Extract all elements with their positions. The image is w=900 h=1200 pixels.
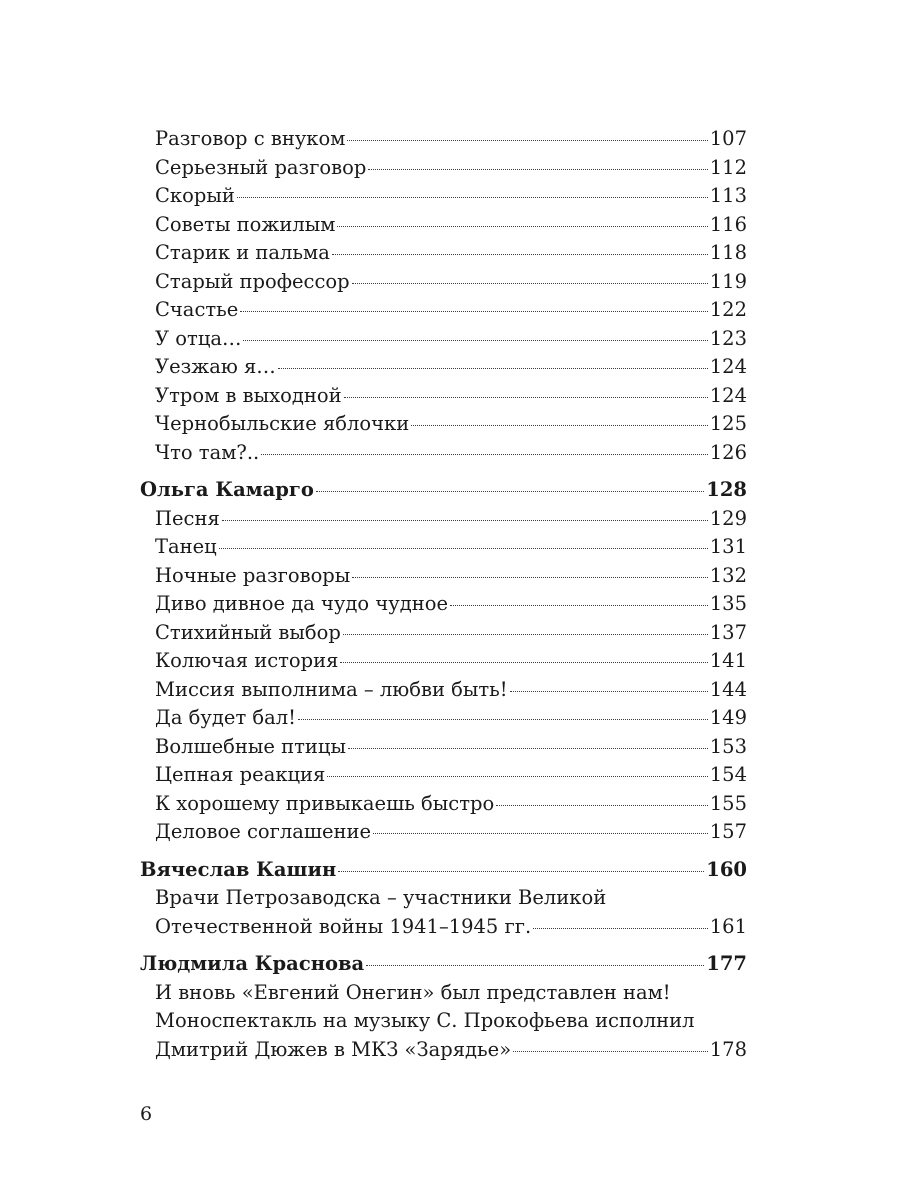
dot-leader — [347, 140, 707, 141]
dot-leader — [352, 283, 708, 284]
toc-entry — [140, 619, 747, 648]
toc-entry-page: 153 — [709, 734, 747, 758]
toc-entry-page: 118 — [709, 241, 747, 264]
toc-entry-page: 131 — [709, 535, 747, 558]
toc-entry-title: Волшебные птицы — [155, 734, 346, 758]
toc-entry — [140, 590, 747, 619]
toc-entry-page: 132 — [709, 563, 747, 587]
toc-entry-title-line: Моноспектакль на музыку С. Прокофьева исполнил — [155, 1009, 695, 1032]
toc-entry-page: 122 — [709, 298, 747, 321]
dot-leader — [510, 691, 708, 692]
toc-entry — [140, 353, 747, 382]
toc-entry — [140, 182, 747, 211]
toc-entry-page: 155 — [709, 791, 747, 815]
dot-leader — [327, 776, 707, 777]
toc-entry-title: Советы пожилым — [155, 212, 336, 236]
dot-leader — [219, 548, 708, 549]
toc-entry-page: 137 — [709, 620, 747, 644]
toc-entry-page: 157 — [709, 820, 747, 843]
toc-entry — [140, 211, 747, 240]
toc-entry-page: 119 — [709, 269, 747, 293]
toc-entry-title: Отечественной войны 1941–1945 гг. — [155, 914, 532, 938]
dot-leader — [450, 605, 708, 606]
toc-entry — [140, 647, 747, 676]
toc-entry — [140, 239, 747, 268]
toc-entry-title: Колючая история — [155, 649, 339, 672]
dot-leader — [344, 397, 708, 398]
dot-leader — [343, 634, 708, 635]
dot-leader — [243, 340, 707, 341]
toc-entry-title: Да будет бал! — [155, 706, 297, 729]
toc-entry-title: Миссия выполнима – любви быть! — [155, 677, 508, 701]
dot-leader — [316, 491, 704, 492]
toc-entry-line — [140, 884, 747, 913]
toc-author-krasnova — [140, 950, 747, 979]
toc-author-kamargo — [140, 476, 747, 505]
toc-entry-title: Стихийный выбор — [155, 620, 341, 644]
toc-entry-page: 144 — [709, 677, 747, 701]
dot-leader — [222, 520, 708, 521]
toc-entry-page: 116 — [709, 212, 747, 236]
dot-leader — [352, 577, 707, 578]
toc-entry — [140, 439, 747, 468]
dot-leader — [261, 454, 708, 455]
toc-entry-title: Разговор с внуком — [155, 127, 346, 150]
dot-leader — [373, 833, 708, 834]
toc-entry-title: Скорый — [155, 184, 235, 207]
dot-leader — [496, 805, 708, 806]
dot-leader — [366, 965, 704, 966]
toc-entry — [140, 325, 747, 354]
table-of-contents — [140, 125, 747, 1064]
toc-author-name: Вячеслав Кашин — [140, 857, 337, 881]
dot-leader — [337, 226, 707, 227]
toc-entry-page: 161 — [709, 914, 747, 938]
toc-entry — [140, 913, 747, 942]
toc-entry-title: Ночные разговоры — [155, 563, 351, 587]
toc-entry-title: Счастье — [155, 298, 239, 321]
toc-entry-title: Цепная реакция — [155, 763, 326, 786]
dot-leader — [298, 719, 708, 720]
toc-entry-title-line: Врачи Петрозаводска – участники Великой — [155, 886, 607, 909]
dot-leader — [278, 368, 708, 369]
toc-entry-title: Чернобыльские яблочки — [155, 412, 410, 435]
toc-entry-page: 123 — [709, 326, 747, 350]
toc-entry-title-line: И вновь «Евгений Онегин» был представлен нам! — [155, 980, 671, 1004]
toc-entry-title: Старый профессор — [155, 269, 350, 293]
toc-entry-title: У отца… — [155, 326, 242, 350]
dot-leader — [340, 662, 707, 663]
toc-entry — [140, 410, 747, 439]
toc-entry-title: Деловое соглашение — [155, 820, 372, 843]
dot-leader — [348, 748, 708, 749]
toc-entry — [140, 676, 747, 705]
dot-leader — [338, 871, 704, 872]
toc-author-name: Людмила Краснова — [140, 952, 365, 975]
toc-author-name: Ольга Камарго — [140, 478, 314, 501]
toc-entry-line — [140, 979, 747, 1008]
toc-entry — [140, 790, 747, 819]
toc-author-page: 177 — [706, 952, 747, 975]
toc-entry-title: Диво дивное да чудо чудное — [155, 592, 449, 615]
dot-leader — [533, 928, 708, 929]
toc-entry — [140, 382, 747, 411]
toc-entry — [140, 296, 747, 325]
toc-author-page: 160 — [706, 857, 747, 881]
toc-entry — [140, 1036, 747, 1065]
dot-leader — [368, 169, 707, 170]
toc-entry-title: Утром в выходной — [155, 383, 342, 407]
toc-entry — [140, 761, 747, 790]
toc-entry — [140, 125, 747, 154]
toc-entry-title: Старик и пальма — [155, 241, 330, 264]
toc-entry — [140, 268, 747, 297]
toc-entry-page: 178 — [709, 1037, 747, 1061]
toc-entry-title: Уезжаю я… — [155, 355, 276, 378]
toc-author-page: 128 — [706, 478, 747, 501]
toc-author-kashin — [140, 856, 747, 885]
toc-entry-page: 141 — [709, 649, 747, 672]
toc-entry — [140, 733, 747, 762]
toc-entry-title: Серьезный разговор — [155, 155, 367, 179]
toc-entry-page: 149 — [709, 706, 747, 729]
toc-entry — [140, 533, 747, 562]
dot-leader — [237, 197, 708, 198]
page-number: 6 — [140, 1103, 153, 1125]
toc-entry — [140, 818, 747, 847]
toc-entry — [140, 704, 747, 733]
dot-leader — [332, 254, 708, 255]
toc-entry-title: К хорошему привыкаешь быстро — [155, 791, 495, 815]
toc-entry-page: 112 — [709, 155, 747, 179]
dot-leader — [240, 311, 707, 312]
toc-entry-page: 124 — [709, 355, 747, 378]
toc-entry-page: 154 — [709, 763, 747, 786]
toc-entry-page: 124 — [709, 383, 747, 407]
toc-entry-page: 129 — [709, 506, 747, 530]
toc-entry-title: Танец — [155, 535, 217, 558]
toc-entry-page: 125 — [709, 412, 747, 435]
toc-entry-line — [140, 1007, 747, 1036]
toc-entry-title: Песня — [155, 506, 220, 530]
dot-leader — [411, 425, 708, 426]
dot-leader — [513, 1051, 708, 1052]
toc-entry — [140, 154, 747, 183]
toc-entry-page: 113 — [709, 184, 747, 207]
toc-entry — [140, 505, 747, 534]
toc-entry-page: 107 — [709, 127, 747, 150]
toc-entry-page: 126 — [709, 440, 747, 464]
toc-entry-title: Что там?.. — [155, 440, 260, 464]
toc-entry-title: Дмитрий Дюжев в МКЗ «Зарядье» — [155, 1037, 512, 1061]
toc-entry — [140, 562, 747, 591]
toc-entry-page: 135 — [709, 592, 747, 615]
